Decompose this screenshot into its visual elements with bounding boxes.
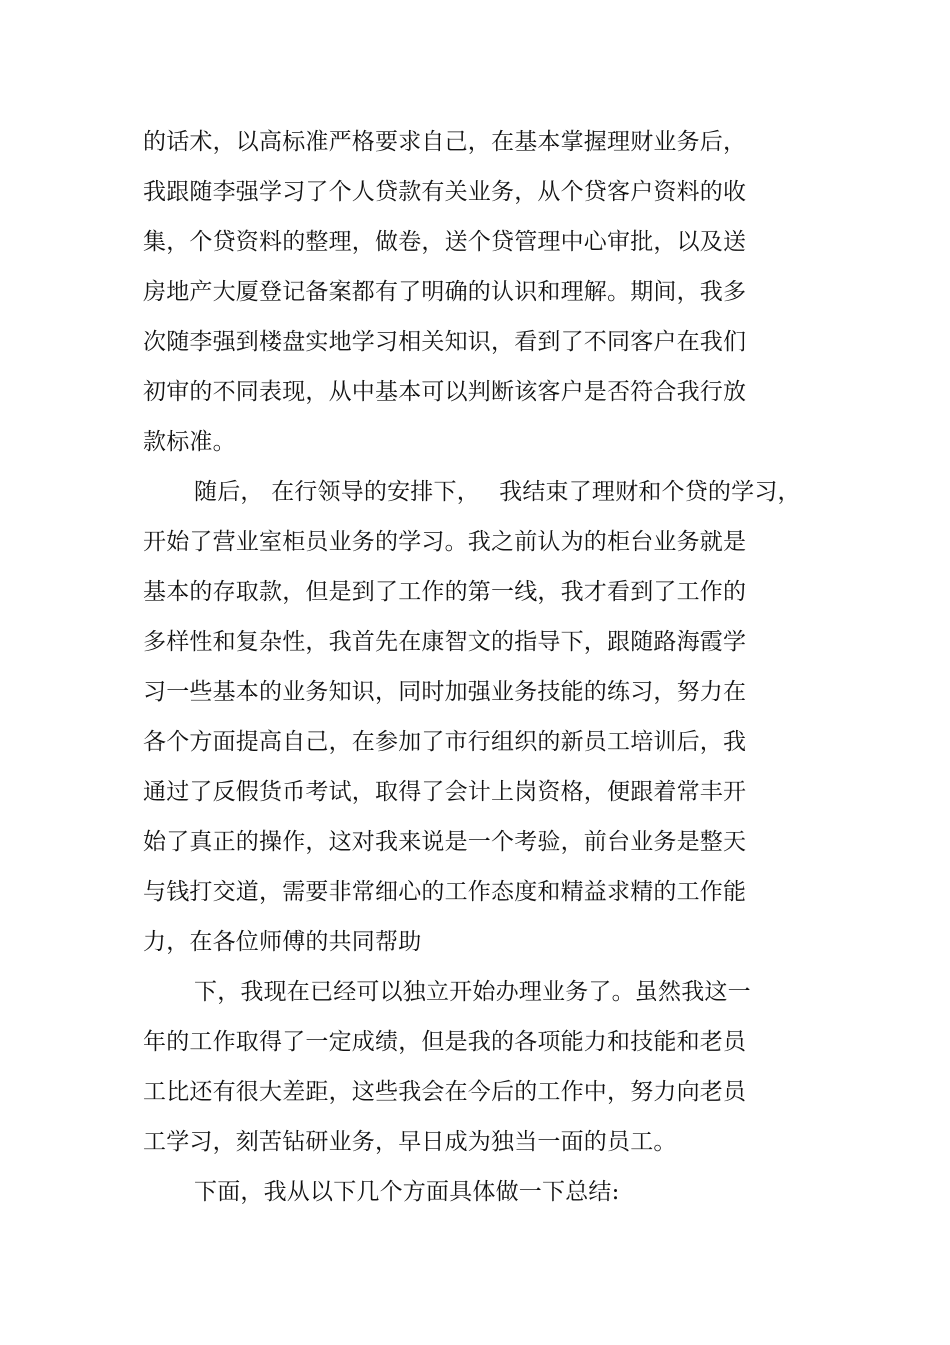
- paragraph-line: 通过了反假货币考试，取得了会计上岗资格，便跟着常丰开: [143, 779, 747, 805]
- paragraph-line: 我跟随李强学习了个人贷款有关业务，从个贷客户资料的收: [143, 179, 747, 205]
- paragraph-line: 集，个贷资料的整理，做卷，送个贷管理中心审批，以及送: [143, 229, 747, 255]
- paragraph-line: 力，在各位师傅的共同帮助: [143, 929, 422, 955]
- paragraph-line: 初审的不同表现，从中基本可以判断该客户是否符合我行放: [143, 379, 747, 405]
- paragraph-line: 多样性和复杂性，我首先在康智文的指导下，跟随路海霞学: [143, 629, 747, 655]
- paragraph-line: 款标准。: [143, 429, 236, 455]
- paragraph-line: 房地产大厦登记备案都有了明确的认识和理解。期间，我多: [143, 279, 747, 305]
- paragraph-line: 工学习，刻苦钻研业务，早日成为独当一面的员工。: [143, 1129, 677, 1155]
- paragraph-line: 次随李强到楼盘实地学习相关知识，看到了不同客户在我们: [143, 329, 747, 355]
- paragraph-line: 的话术，以高标准严格要求自己，在基本掌握理财业务后，: [143, 129, 747, 155]
- paragraph-line: 各个方面提高自己，在参加了市行组织的新员工培训后，我: [143, 729, 747, 755]
- paragraph-first-line: 下，我现在已经可以独立开始办理业务了。虽然我这一: [194, 979, 751, 1005]
- paragraph-line: 始了真正的操作，这对我来说是一个考验，前台业务是整天: [143, 829, 747, 855]
- paragraph-line: 开始了营业室柜员业务的学习。我之前认为的柜台业务就是: [143, 529, 747, 555]
- paragraph-first-line: 下面，我从以下几个方面具体做一下总结:: [194, 1179, 620, 1205]
- paragraph-line: 与钱打交道，需要非常细心的工作态度和精益求精的工作能: [143, 879, 747, 905]
- paragraph-line: 工比还有很大差距，这些我会在今后的工作中，努力向老员: [143, 1079, 747, 1105]
- paragraph-line: 习一些基本的业务知识，同时加强业务技能的练习，努力在: [143, 679, 747, 705]
- paragraph-first-line: 随后， 在行领导的安排下， 我结束了理财和个贷的学习，: [194, 479, 801, 505]
- paragraph-line: 基本的存取款，但是到了工作的第一线，我才看到了工作的: [143, 579, 747, 605]
- paragraph-line: 年的工作取得了一定成绩，但是我的各项能力和技能和老员: [143, 1029, 747, 1055]
